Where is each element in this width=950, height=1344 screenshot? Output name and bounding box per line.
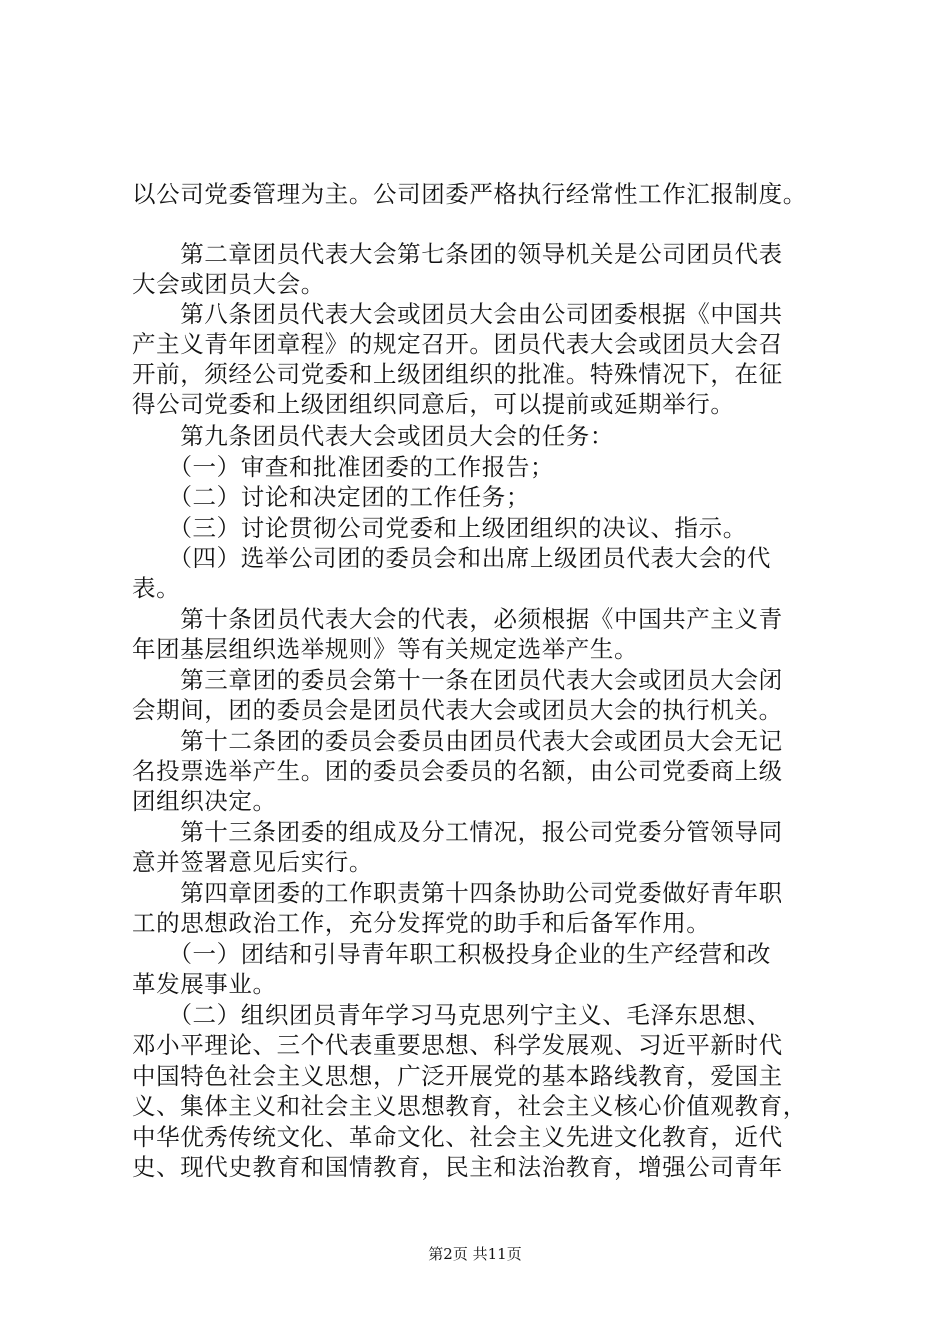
body-text-line: 以公司党委管理为主。公司团委严格执行经常性工作汇报制度。: [132, 180, 807, 208]
body-text-line: 意并签署意见后实行。: [132, 848, 373, 876]
body-text-line: 表。: [132, 574, 181, 602]
body-text-line: 产主义青年团章程》的规定召开。团员代表大会或团员大会召: [132, 330, 783, 358]
body-text-line: 中国特色社会主义思想，广泛开展党的基本路线教育，爱国主: [132, 1062, 783, 1090]
body-text-line: 团组织决定。: [132, 787, 277, 815]
body-text-line: 会期间，团的委员会是团员代表大会或团员大会的执行机关。: [132, 696, 783, 724]
body-text-line: 义、集体主义和社会主义思想教育，社会主义核心价值观教育，: [132, 1092, 807, 1120]
body-text-line: 第四章团委的工作职责第十四条协助公司党委做好青年职: [132, 879, 783, 907]
body-text-line: 第三章团的委员会第十一条在团员代表大会或团员大会闭: [132, 666, 783, 694]
body-text-line: 开前，须经公司党委和上级团组织的批准。特殊情况下，在征: [132, 360, 783, 388]
body-text-line: 史、现代史教育和国情教育，民主和法治教育，增强公司青年: [132, 1153, 783, 1181]
body-text-line: 中华优秀传统文化、革命文化、社会主义先进文化教育，近代: [132, 1123, 783, 1151]
body-text-line: 第十条团员代表大会的代表，必须根据《中国共产主义青: [132, 605, 783, 633]
body-text-line: 邓小平理论、三个代表重要思想、科学发展观、习近平新时代: [132, 1031, 783, 1059]
body-text-line: 第九条团员代表大会或团员大会的任务：: [132, 422, 614, 450]
body-text-line: 第十二条团的委员会委员由团员代表大会或团员大会无记: [132, 727, 783, 755]
body-text-line: （二）讨论和决定团的工作任务；: [132, 483, 530, 511]
body-text-line: 革发展事业。: [132, 970, 277, 998]
body-text-line: （二）组织团员青年学习马克思列宁主义、毛泽东思想、: [132, 1001, 771, 1029]
body-text-line: 得公司党委和上级团组织同意后，可以提前或延期举行。: [132, 390, 735, 418]
body-text-line: 大会或团员大会。: [132, 270, 325, 298]
page-number-footer: 第2页 共11页: [428, 1245, 522, 1263]
body-text-line: （一）审查和批准团委的工作报告；: [132, 453, 555, 481]
body-text-line: （一）团结和引导青年职工积极投身企业的生产经营和改: [132, 940, 771, 968]
body-text-line: 第八条团员代表大会或团员大会由公司团委根据《中国共: [132, 300, 783, 328]
body-text-line: 名投票选举产生。团的委员会委员的名额，由公司党委商上级: [132, 757, 783, 785]
body-text-line: 工的思想政治工作，充分发挥党的助手和后备军作用。: [132, 909, 711, 937]
body-text-line: 第十三条团委的组成及分工情况，报公司党委分管领导同: [132, 818, 783, 846]
body-text-line: （三）讨论贯彻公司党委和上级团组织的决议、指示。: [132, 514, 747, 542]
body-text-line: 年团基层组织选举规则》等有关规定选举产生。: [132, 635, 639, 663]
body-text-line: （四）选举公司团的委员会和出席上级团员代表大会的代: [132, 544, 771, 572]
body-text-line: 第二章团员代表大会第七条团的领导机关是公司团员代表: [132, 240, 783, 268]
